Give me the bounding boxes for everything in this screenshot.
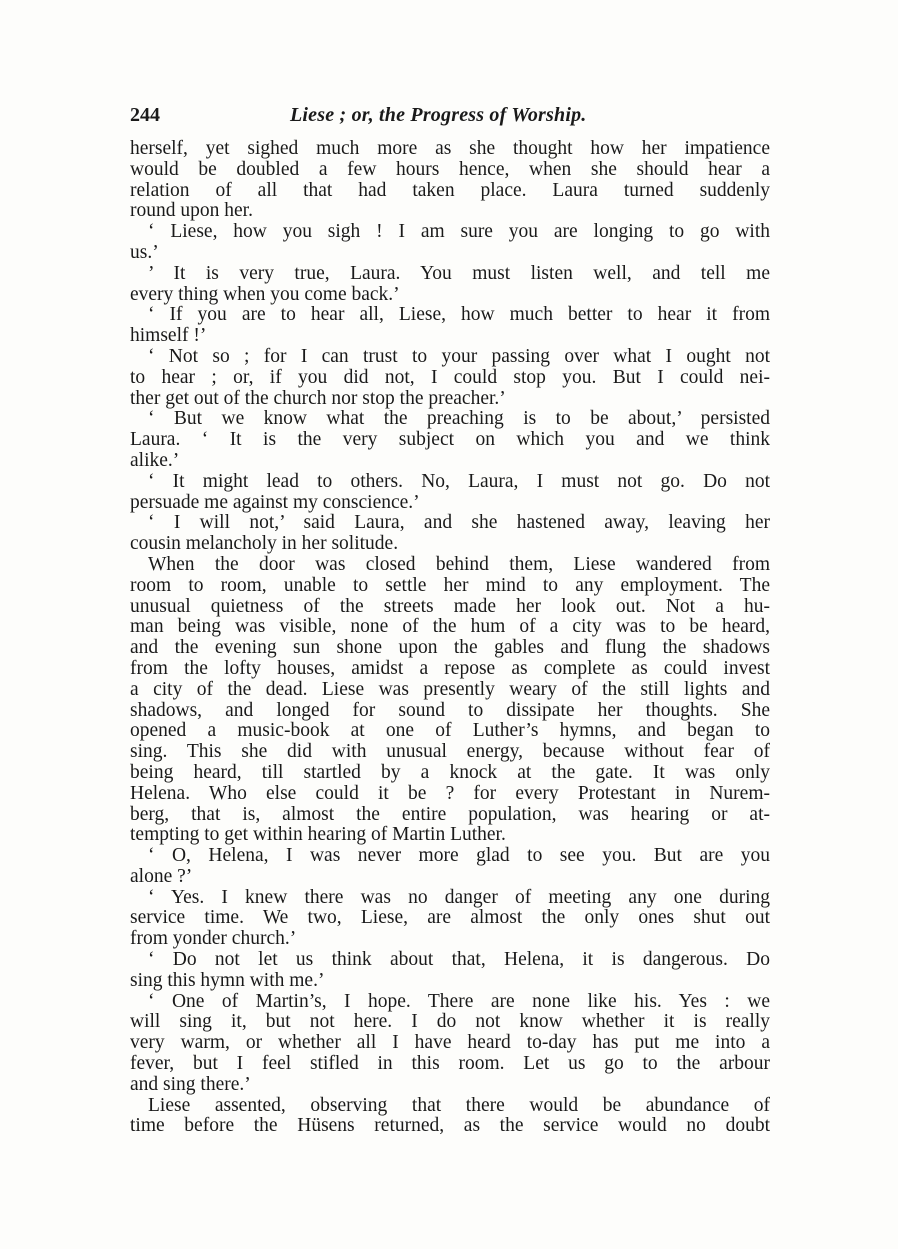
text-line: berg, that is, almost the entire population, was hearing or at-	[130, 804, 770, 825]
page-header	[130, 104, 770, 130]
text-line: time before the Hüsens returned, as the service would no doubt	[130, 1116, 770, 1137]
text-line: sing this hymn with me.’	[130, 970, 325, 991]
text-line: himself !’	[130, 326, 207, 347]
text-line: ‘ One of Martin’s, I hope. There are none like his. Yes : we	[148, 991, 770, 1012]
text-line: Laura. ‘ It is the very subject on which you and we think	[130, 430, 770, 451]
text-line: alone ?’	[130, 866, 193, 887]
text-line: ‘ O, Helena, I was never more glad to see you. But are you	[148, 846, 770, 867]
text-line: ’ It is very true, Laura. You must listen well, and tell me	[148, 263, 770, 284]
text-line: alike.’	[130, 450, 180, 471]
text-line: from yonder church.’	[130, 929, 297, 950]
text-line: every thing when you come back.’	[130, 284, 400, 305]
text-line: to hear ; or, if you did not, I could stop you. But I could nei-	[130, 367, 770, 388]
text-line: fever, but I feel stifled in this room. Let us go to the arbour	[130, 1054, 770, 1075]
running-title: Liese ; or, the Progress of Worship.	[290, 104, 587, 126]
text-line: tempting to get within hearing of Martin Luther.	[130, 825, 506, 846]
text-line: ‘ Yes. I knew there was no danger of meeting any one during	[148, 887, 770, 908]
text-line: ‘ It might lead to others. No, Laura, I must not go. Do not	[148, 471, 770, 492]
page-number: 244	[130, 104, 160, 126]
text-line: being heard, till startled by a knock at the gate. It was only	[130, 762, 770, 783]
text-line: service time. We two, Liese, are almost the only ones shut out	[130, 908, 770, 929]
text-line: ‘ But we know what the preaching is to be about,’ persisted	[148, 409, 770, 430]
text-line: round upon her.	[130, 201, 253, 222]
text-line: Liese assented, observing that there would be abundance of	[148, 1095, 770, 1116]
text-line: would be doubled a few hours hence, when she should hear a	[130, 159, 770, 180]
text-line: unusual quietness of the streets made her look out. Not a hu-	[130, 596, 770, 617]
text-line: opened a music-book at one of Luther’s hymns, and began to	[130, 721, 770, 742]
body-text	[130, 139, 770, 1137]
text-line: When the door was closed behind them, Liese wandered from	[148, 554, 770, 575]
text-line: very warm, or whether all I have heard to-day has put me into a	[130, 1033, 770, 1054]
text-line: relation of all that had taken place. Laura turned suddenly	[130, 180, 770, 201]
text-line: from the lofty houses, amidst a repose as complete as could invest	[130, 658, 770, 679]
text-line: ‘ If you are to hear all, Liese, how much better to hear it from	[148, 305, 770, 326]
text-line: persuade me against my conscience.’	[130, 492, 420, 513]
text-line: shadows, and longed for sound to dissipate her thoughts. She	[130, 700, 770, 721]
text-line: cousin melancholy in her solitude.	[130, 534, 399, 555]
text-line: room to room, unable to settle her mind to any employment. The	[130, 575, 770, 596]
text-line: man being was visible, none of the hum of a city was to be heard,	[130, 617, 770, 638]
text-line: ‘ Liese, how you sigh ! I am sure you are longing to go with	[148, 222, 770, 243]
text-line: Helena. Who else could it be ? for every Protestant in Nurem-	[130, 783, 770, 804]
text-line: will sing it, but not here. I do not know whether it is really	[130, 1012, 770, 1033]
text-line: ‘ Do not let us think about that, Helena, it is dangerous. Do	[148, 950, 770, 971]
text-line: sing. This she did with unusual energy, because without fear of	[130, 742, 770, 763]
text-line: herself, yet sighed much more as she thought how her impatience	[130, 139, 770, 159]
text-line: and sing there.’	[130, 1074, 251, 1095]
text-line: and the evening sun shone upon the gables and flung the shadows	[130, 638, 770, 659]
text-line: ther get out of the church nor stop the preacher.’	[130, 388, 506, 409]
text-line: us.’	[130, 242, 159, 263]
text-line: ‘ I will not,’ said Laura, and she hastened away, leaving her	[148, 513, 770, 534]
text-line: a city of the dead. Liese was presently weary of the still lights and	[130, 679, 770, 700]
text-line: ‘ Not so ; for I can trust to your passing over what I ought not	[148, 346, 770, 367]
